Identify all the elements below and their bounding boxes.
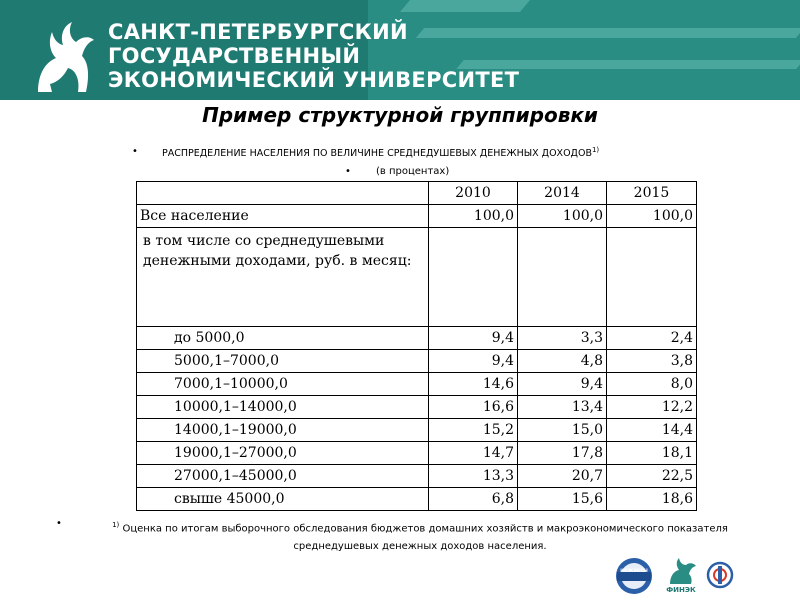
table-cell: 20,7 <box>518 465 607 488</box>
income-range-label: 19000,1–27000,0 <box>137 442 429 465</box>
table-row <box>137 373 697 396</box>
inzhekon-logo <box>614 556 654 596</box>
empty-cell <box>518 228 607 327</box>
slide-title: Пример структурной группировки <box>202 103 598 127</box>
table-cell: 3,8 <box>607 350 697 373</box>
griffin-logo-icon <box>28 18 98 96</box>
bullet-1: • <box>132 146 138 157</box>
bullet-2: • <box>345 166 351 177</box>
table-row <box>137 419 697 442</box>
table-header-row <box>137 182 697 205</box>
table-cell: 13,3 <box>429 465 518 488</box>
table-cell: 14,4 <box>607 419 697 442</box>
total-value: 100,0 <box>607 205 697 228</box>
university-line-1: САНКТ-ПЕТЕРБУРГСКИЙ <box>108 20 408 44</box>
table-cell: 9,4 <box>429 350 518 373</box>
table-row <box>137 350 697 373</box>
table-row <box>137 396 697 419</box>
table-subtitle <box>162 146 599 159</box>
table-cell: 2,4 <box>607 327 697 350</box>
table-cell: 9,4 <box>518 373 607 396</box>
table-cell: 15,0 <box>518 419 607 442</box>
table-cell: 6,8 <box>429 488 518 511</box>
table-cell: 22,5 <box>607 465 697 488</box>
subtitle-text: РАСПРЕДЕЛЕНИЕ НАСЕЛЕНИЯ ПО ВЕЛИЧИНЕ СРЕДНЕДУШЕВЫХ ДЕНЕЖНЫХ ДОХОДОВ <box>162 148 592 160</box>
total-row <box>137 205 697 228</box>
table-cell: 18,1 <box>607 442 697 465</box>
income-range-label: свыше 45000,0 <box>137 488 429 511</box>
empty-cell <box>429 228 518 327</box>
table-cell: 15,6 <box>518 488 607 511</box>
footnote-mark: 1) <box>112 521 120 529</box>
table-cell: 8,0 <box>607 373 697 396</box>
description-row <box>137 228 697 327</box>
income-range-label: 14000,1–19000,0 <box>137 419 429 442</box>
table-cell: 18,6 <box>607 488 697 511</box>
inzhekon-logo-label: ИНЖЭКОН <box>620 569 648 574</box>
university-line-2: ГОСУДАРСТВЕННЫЙ <box>108 44 361 68</box>
income-range-label: 10000,1–14000,0 <box>137 396 429 419</box>
footnote <box>84 516 756 556</box>
table-cell: 13,4 <box>518 396 607 419</box>
income-range-label: до 5000,0 <box>137 327 429 350</box>
bullet-3: • <box>56 518 62 529</box>
ruble-emblem-icon <box>706 560 734 590</box>
units-note: (в процентах) <box>376 166 450 177</box>
table-cell: 15,2 <box>429 419 518 442</box>
year-header: 2014 <box>518 182 607 205</box>
table-cell: 3,3 <box>518 327 607 350</box>
table-row <box>137 465 697 488</box>
year-header: 2010 <box>429 182 518 205</box>
year-header: 2015 <box>607 182 697 205</box>
total-label: Все население <box>137 205 429 228</box>
table-cell: 14,7 <box>429 442 518 465</box>
finek-logo <box>664 556 698 586</box>
total-value: 100,0 <box>429 205 518 228</box>
table-cell: 9,4 <box>429 327 518 350</box>
finek-logo-label: ФИНЭК <box>666 586 696 594</box>
table-row <box>137 488 697 511</box>
description-label: в том числе со среднедушевыми денежными доходами, руб. в месяц: <box>137 228 429 327</box>
header-empty-cell <box>137 182 429 205</box>
income-range-label: 7000,1–10000,0 <box>137 373 429 396</box>
table-cell: 17,8 <box>518 442 607 465</box>
income-range-label: 5000,1–7000,0 <box>137 350 429 373</box>
total-value: 100,0 <box>518 205 607 228</box>
table-cell: 16,6 <box>429 396 518 419</box>
university-line-3: ЭКОНОМИЧЕСКИЙ УНИВЕРСИТЕТ <box>108 68 520 92</box>
income-distribution-table <box>136 181 697 511</box>
university-name <box>108 20 519 92</box>
table-cell: 14,6 <box>429 373 518 396</box>
empty-cell <box>607 228 697 327</box>
subtitle-footnote-mark: 1) <box>591 146 600 154</box>
table-row <box>137 327 697 350</box>
table-cell: 12,2 <box>607 396 697 419</box>
header-stripe-1 <box>400 0 530 12</box>
income-range-label: 27000,1–45000,0 <box>137 465 429 488</box>
footnote-text: Оценка по итогам выборочного обследования бюджетов домашних хозяйств и макроэкономического показателя среднедушевых денежных доходов населения. <box>122 523 728 553</box>
table-cell: 4,8 <box>518 350 607 373</box>
table-row <box>137 442 697 465</box>
